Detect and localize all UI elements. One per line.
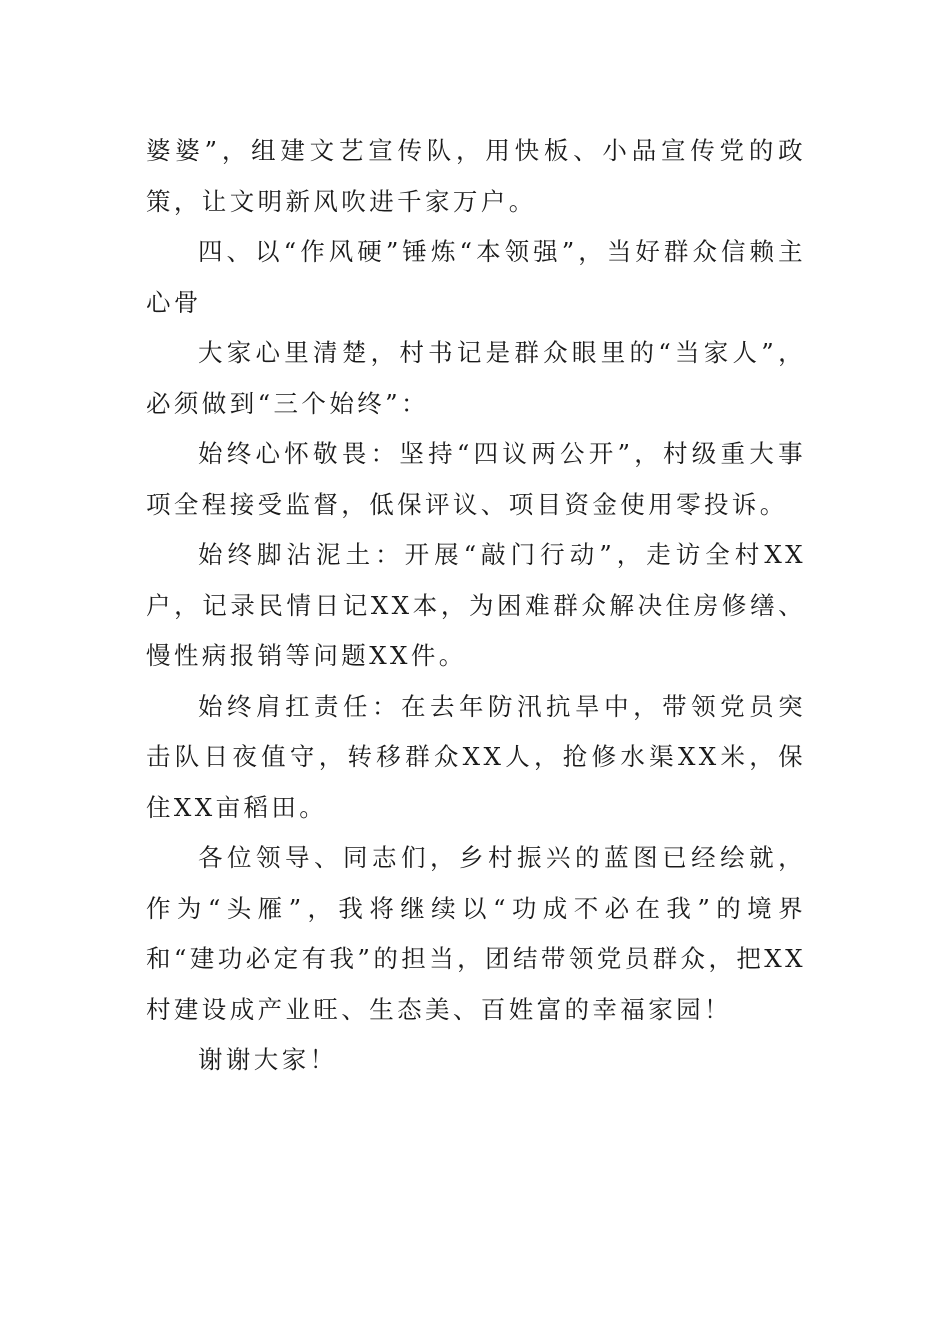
document-body — [146, 126, 806, 1086]
section-heading-four: 四、以“作风硬”锤炼“本领强”，当好群众信赖主心骨 — [146, 237, 806, 317]
paragraph-thanks: 谢谢大家！ — [198, 1045, 338, 1074]
paragraph-grassroots: 始终脚沾泥土：开展“敲门行动”，走访全村XX户，记录民情日记XX本，为困难群众解决住房修缮、慢性病报销等问题XX件。 — [146, 540, 806, 670]
paragraph-continuation: 婆婆”，组建文艺宣传队，用快板、小品宣传党的政策，让文明新风吹进千家万户。 — [146, 136, 806, 216]
paragraph-conclusion: 各位领导、同志们，乡村振兴的蓝图已经绘就，作为“头雁”，我将继续以“功成不必在我”的境界和“建功必定有我”的担当，团结带领党员群众，把XX村建设成产业旺、生态美、百姓富的幸福家园！ — [146, 843, 806, 1024]
paragraph-reverence: 始终心怀敬畏：坚持“四议两公开”，村级重大事项全程接受监督，低保评议、项目资金使用零投诉。 — [146, 439, 806, 519]
paragraph-responsibility: 始终肩扛责任：在去年防汛抗旱中，带领党员突击队日夜值守，转移群众XX人，抢修水渠XX米，保住XX亩稻田。 — [146, 691, 806, 822]
paragraph-intro: 大家心里清楚，村书记是群众眼里的“当家人”，必须做到“三个始终”： — [146, 338, 806, 418]
